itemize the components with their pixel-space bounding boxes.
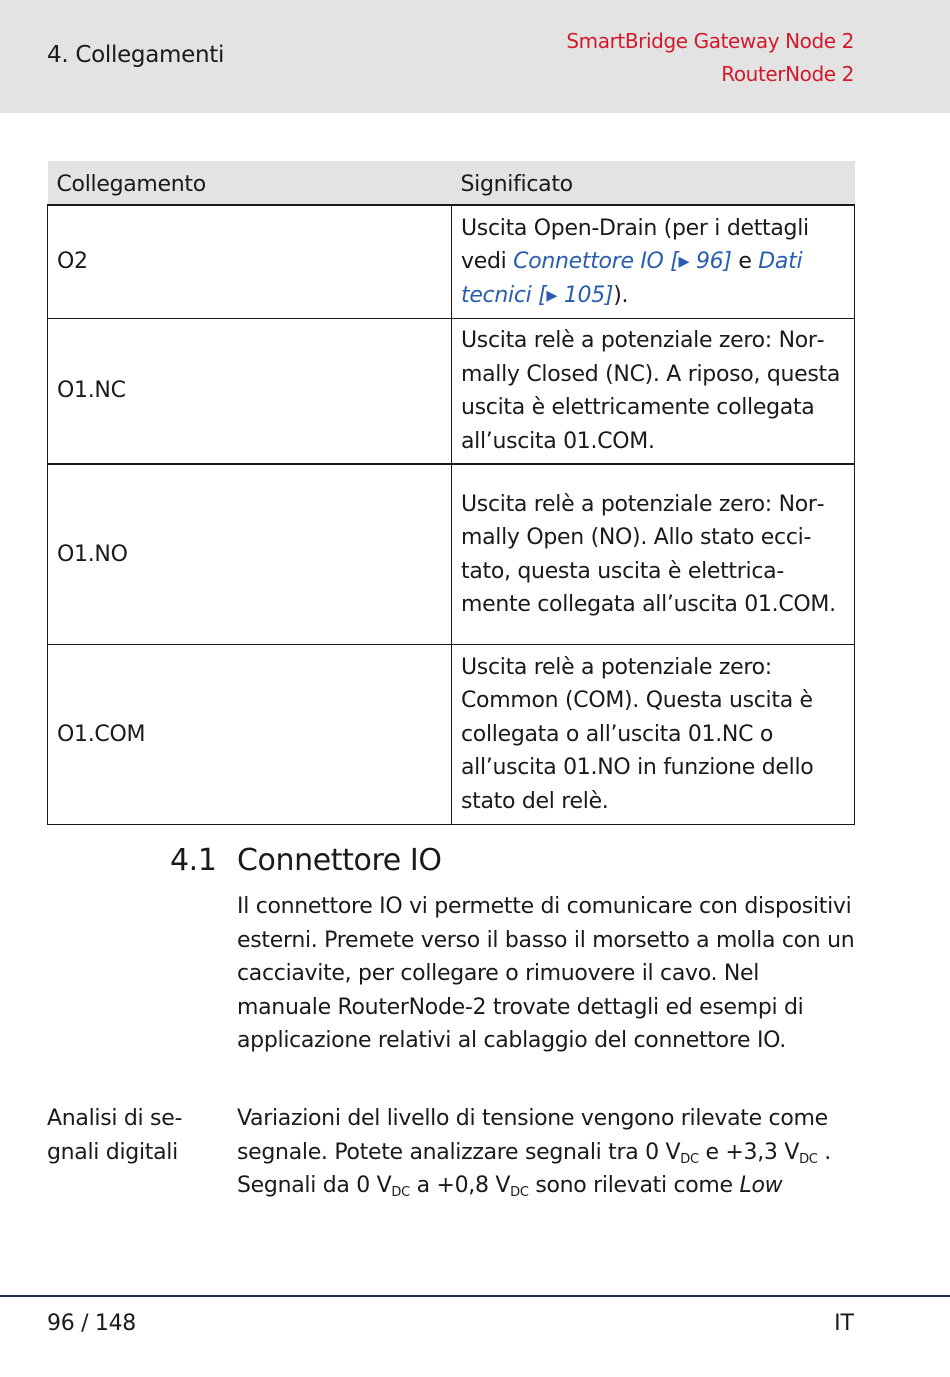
link-connettore-io[interactable]: Connettore IO [▸ 96] (513, 249, 732, 275)
link-dati-tecnici[interactable]: Dati tecnici [▸ 105] (461, 249, 803, 309)
product-subname: RouterNode 2 (721, 62, 854, 86)
chapter-title: 4. Collegamenti (47, 42, 225, 68)
paragraph-text: . Segnali da 0 V (237, 1139, 831, 1199)
paragraph-text: sono rilevati come (528, 1173, 740, 1199)
section-title: Connettore IO (237, 843, 442, 878)
subscript: DC (680, 1151, 699, 1167)
emphasis-text: Low (739, 1173, 783, 1199)
paragraph-text: a +0,8 V (409, 1173, 511, 1199)
meaning-text: ). (613, 283, 629, 309)
paragraph-text: Variazioni del livello di tensione vengono rilevate come segnale. Potete analizzare segnali tra 0 V (237, 1106, 828, 1165)
side-label: Analisi di segnali digitali (47, 1106, 183, 1165)
connection-cell: O1.NO (48, 464, 452, 644)
connection-cell: O2 (48, 205, 452, 318)
connection-cell: O1.NC (48, 318, 452, 464)
signal-paragraph (237, 1102, 855, 1203)
product-name: SmartBridge Gateway Node 2 (566, 29, 854, 53)
subscript: DC (391, 1185, 410, 1201)
subscript: DC (510, 1185, 529, 1201)
meaning-cell: Uscita relè a potenziale zero: Normally Open (NO). Allo stato eccitato, questa uscita è elettricamente collegata all’uscita 01.COM. (452, 464, 855, 644)
meaning-text: e (731, 249, 759, 275)
language-code: IT (834, 1311, 854, 1336)
section-number: 4.1 (170, 843, 217, 878)
page-number: 96 / 148 (47, 1311, 136, 1336)
meaning-cell (452, 205, 855, 318)
table-header-row (48, 161, 855, 205)
page-header (0, 0, 950, 113)
subscript: DC (799, 1151, 818, 1167)
connection-cell: O1.COM (48, 644, 452, 824)
connections-table (47, 161, 855, 825)
footer-divider (0, 1295, 950, 1297)
table-row (48, 644, 855, 824)
meaning-text: Uscita Open-Drain (per i dettagli vedi (461, 215, 809, 275)
meaning-cell: Uscita relè a potenziale zero: Normally Closed (NC). A riposo, questa uscita è elettricamente collegata all’uscita 01.COM. (452, 318, 855, 464)
table-row (48, 464, 855, 644)
section-paragraph: Il connettore IO vi permette di comunicare con dispositivi esterni. Premete verso il basso il morsetto a molla con un cacciavite, per collegare o rimuovere il cavo. Nel manuale RouterNode-2 trovate dettagli ed esempi di applicazione relativi al cablaggio del connettore IO. (237, 894, 855, 1054)
paragraph-text: e +3,3 V (698, 1139, 800, 1165)
column-header-meaning: Significato (452, 161, 855, 205)
table-row (48, 205, 855, 318)
meaning-cell: Uscita relè a potenziale zero: Common (COM). Questa uscita è collegata o all’uscita 01.NC o all’uscita 01.NO in funzione dello stato del relè. (452, 644, 855, 824)
column-header-connection: Collegamento (48, 161, 452, 205)
table-row (48, 318, 855, 464)
